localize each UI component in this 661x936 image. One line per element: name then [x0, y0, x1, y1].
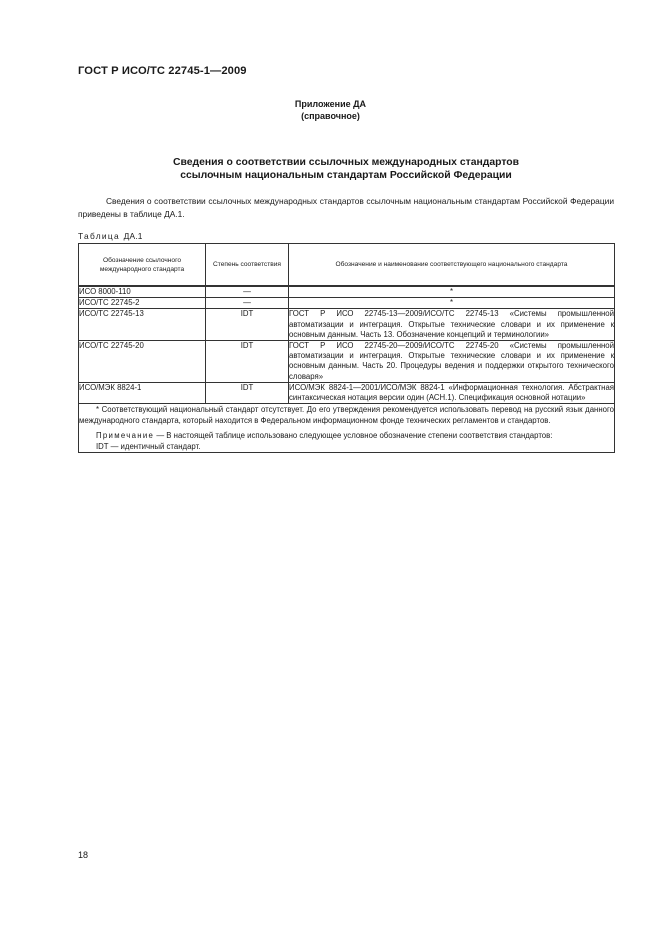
table-caption	[78, 231, 143, 241]
appendix-title: Приложение ДА	[294, 99, 367, 109]
header-degree: Степень соответствия	[206, 244, 289, 287]
cell-national: ГОСТ Р ИСО 22745-13—2009/ИСО/ТС 22745-13 «Системы промышленной автоматизации и интеграция. Открытые технические словари и их применение к основным данным. Часть 13. Обозначение концепций и терминологии»	[289, 309, 614, 339]
intro-paragraph: Сведения о соответствии ссылочных международных стандартов ссылочным национальным стандартам Российской Федерации приведены в таблице ДА.1.	[78, 196, 614, 219]
cell-degree: —	[206, 286, 289, 298]
header-international-standard: Обозначение ссылочного международного стандарта	[79, 244, 206, 287]
table-footnote-cell	[79, 404, 615, 453]
correspondence-table	[78, 243, 615, 453]
cell-standard: ИСО/ТС 22745-13	[79, 309, 206, 341]
appendix-subtitle: (справочное)	[301, 111, 360, 121]
correspondence-table-container	[78, 243, 614, 453]
cell-standard: ИСО/ТС 22745-20	[79, 341, 206, 383]
table-row	[79, 298, 615, 309]
cell-standard: ИСО/МЭК 8824-1	[79, 382, 206, 403]
cell-degree: IDT	[206, 341, 289, 383]
note-text: — В настоящей таблице использовано следующее условное обозначение степени соответствия стандартов:	[156, 431, 553, 441]
table-row	[79, 309, 615, 341]
table-row	[79, 286, 615, 298]
section-title-line-2: ссылочным национальным стандартам Российской Федерации	[180, 170, 512, 181]
footnote-text: * Соответствующий национальный стандарт отсутствует. До его утверждения рекомендуется использовать перевод на русский язык данного международного стандарта, который находится в Федеральном информационном фонде технических регламентов и стандартов.	[79, 405, 614, 426]
header-national-standard: Обозначение и наименование соответствующего национального стандарта	[289, 244, 615, 287]
note-idt-definition: IDT — идентичный стандарт.	[96, 442, 201, 452]
table-row	[79, 382, 615, 403]
cell-national: *	[289, 298, 615, 309]
table-caption-number: ДА.1	[123, 231, 143, 241]
cell-national: ИСО/МЭК 8824-1—2001/ИСО/МЭК 8824-1 «Информационная технология. Абстрактная синтаксическая нотация версии один (АСН.1). Спецификация основной нотации»	[289, 382, 614, 403]
note-label: Примечание	[96, 431, 155, 441]
cell-standard: ИСО 8000-110	[79, 286, 206, 298]
cell-degree: IDT	[206, 382, 289, 403]
cell-national: *	[289, 286, 615, 298]
section-title-line-1: Сведения о соответствии ссылочных международных стандартов	[172, 157, 520, 168]
cell-national: ГОСТ Р ИСО 22745-20—2009/ИСО/ТС 22745-20 «Системы промышленной автоматизации и интеграция. Открытые технические словари и их применение к основным данным. Часть 20. Процедуры ведения и поддержки открытого технического словаря»	[289, 341, 614, 381]
appendix-heading	[0, 98, 661, 122]
page-number: 18	[78, 850, 89, 860]
cell-degree: IDT	[206, 309, 289, 341]
cell-standard: ИСО/ТС 22745-2	[79, 298, 206, 309]
table-header-row	[79, 244, 615, 287]
section-title	[78, 156, 614, 182]
cell-degree: —	[206, 298, 289, 309]
note-paragraph	[79, 430, 614, 441]
table-caption-label: Таблица	[78, 231, 120, 241]
document-code: ГОСТ Р ИСО/ТС 22745-1—2009	[78, 65, 247, 77]
table-row	[79, 341, 615, 383]
table-footnote-row	[79, 404, 615, 453]
